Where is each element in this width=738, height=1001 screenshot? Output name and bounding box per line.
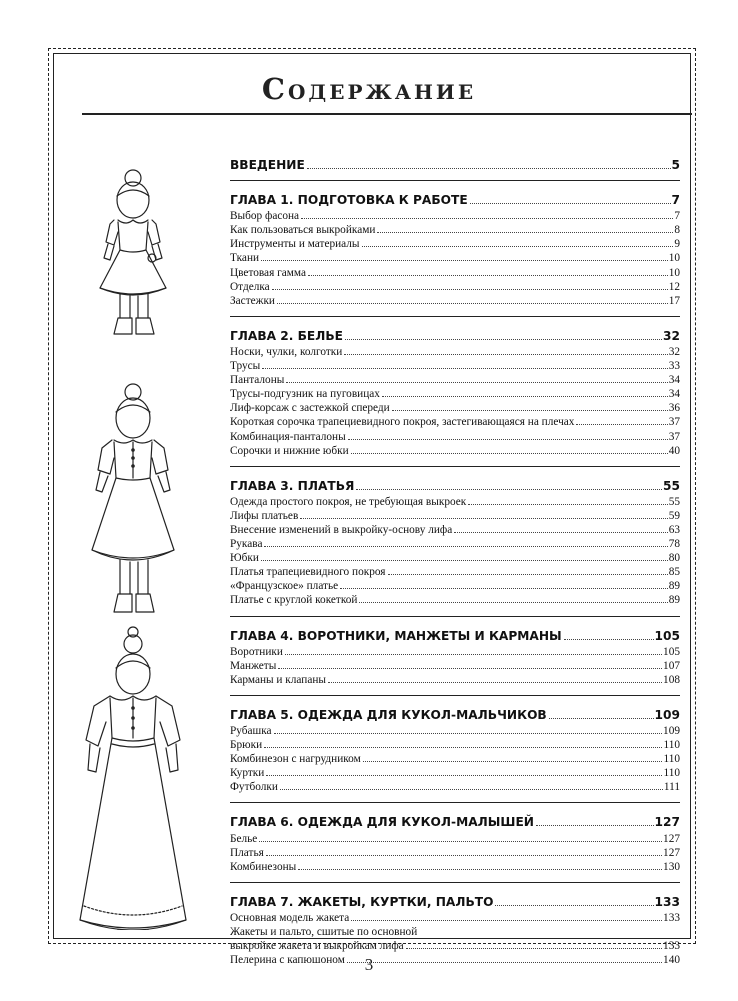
toc-entry-page: 89 [668,594,680,607]
toc-entry-page: 17 [668,294,680,307]
toc-chapter-heading [230,479,680,493]
toc-entry-title: Короткая сорочка трапециевидного покроя, застегивающаяся на плечах [230,416,575,429]
dot-leader [298,869,662,870]
toc-entry-page: 110 [663,739,680,752]
dot-leader [264,747,662,748]
toc-entry-title: Платья трапециевидного покроя [230,566,386,579]
toc-entry-title: Карманы и клапаны [230,673,326,686]
toc-chapter-heading-page: 133 [654,894,680,909]
toc-entry-title: Сорочки и нижние юбки [230,444,349,457]
toc-chapter-heading [230,193,680,207]
toc-entry-title: Одежда простого покроя, не требующая выкроек [230,495,467,508]
toc-entry [230,373,680,387]
toc-entry [230,537,680,551]
toc-entry-title: Пелерина с капюшоном [230,954,345,967]
toc-entry-title: Цветовая гамма [230,266,306,279]
toc-entry [230,401,680,415]
toc-entry-title: Как пользоваться выкройками [230,224,376,237]
toc-entry-title: Отделка [230,280,270,293]
chapter-divider [230,616,680,617]
toc-entry-title: Комбинезон с нагрудником [230,753,361,766]
toc-entry-title: Лифы платьев [230,509,299,522]
dot-leader [356,489,662,490]
dot-leader [406,948,662,949]
toc-entry-page: 36 [668,402,680,415]
toc-entry-title: Застежки [230,294,275,307]
toc-entry-title: «Французское» платье [230,580,339,593]
toc-entry-page: 63 [668,523,680,536]
toc-chapter-heading [230,329,680,343]
toc-entry [230,280,680,294]
toc-entry-page: 9 [674,238,680,251]
doll-illustrations [70,150,210,930]
toc-entry-page: 33 [668,360,680,373]
toc-entry-page: 108 [663,673,680,686]
chapter-divider [230,802,680,803]
toc-entry-title: Юбки [230,552,259,565]
dot-leader [495,905,653,906]
toc-entry-page: 107 [663,659,680,672]
toc-entry [230,724,680,738]
dot-leader [536,825,654,826]
dot-leader [308,275,668,276]
toc-entry-page: 8 [674,224,680,237]
dot-leader [348,439,668,440]
toc-entry-title: Брюки [230,739,263,752]
toc-entry-page: 130 [663,860,680,873]
toc-entry-page: 10 [668,266,680,279]
dot-leader [301,218,673,219]
toc-entry-title: Трусы-подгузник на пуговицах [230,388,380,401]
dot-leader [363,761,663,762]
dot-leader [454,532,667,533]
toc-entry [230,780,680,794]
toc-entry-page: 34 [668,388,680,401]
toc-chapter-heading [230,708,680,722]
toc-chapter-heading [230,815,680,829]
dot-leader [274,733,662,734]
toc-entry [230,860,680,874]
toc-entry [230,911,680,925]
dot-leader [345,339,662,340]
toc-entry-title: Куртки [230,767,265,780]
toc-entry-title: Жакеты и пальто, сшитые по основной [230,926,418,939]
toc-entry-page: 80 [668,552,680,565]
toc-entry [230,752,680,766]
dot-leader [272,289,668,290]
toc-entry [230,659,680,673]
dot-leader [377,232,673,233]
toc-chapter-heading [230,895,680,909]
dot-leader [259,841,662,842]
toc-entry [230,209,680,223]
toc-entry [230,579,680,593]
dot-leader [278,668,662,669]
toc-entry-page: 7 [674,210,680,223]
dot-leader [261,260,668,261]
toc-entry-title: Рубашка [230,725,272,737]
toc-chapter-heading-title: ГЛАВА 1. ПОДГОТОВКА К РАБОТЕ [230,193,468,208]
toc-entry [230,939,680,953]
chapter-divider [230,882,680,883]
toc-entry-title: Платья [230,846,264,859]
toc-entry-page: 34 [668,374,680,387]
dot-leader [549,718,654,719]
toc-entry [230,673,680,687]
toc-chapter-heading-page: 32 [663,328,680,343]
doll-short-dress-image [100,170,166,334]
dot-leader [382,396,668,397]
toc-entry [230,509,680,523]
toc-entry-page: 111 [663,781,680,794]
toc-entry [230,237,680,251]
toc-entry-page: 85 [668,566,680,579]
toc-chapter-heading-page: 105 [654,628,680,643]
toc-entry-title: Инструменты и материалы [230,238,360,251]
toc-entry-title: Лиф-корсаж с застежкой спереди [230,402,390,415]
toc-entry-title: Манжеты [230,659,277,672]
toc-entry-title: Ткани [230,252,260,265]
toc-entry [230,359,680,373]
toc-entry [230,551,680,565]
chapter-divider [230,316,680,317]
dot-leader [264,546,667,547]
dot-leader [328,682,662,683]
toc-entry-title: Внесение изменений в выкройку-основу лифа [230,523,453,536]
toc-entry-title: Воротники [230,645,283,658]
toc-entry [230,645,680,659]
dot-leader [470,203,671,204]
title-rule [82,113,692,115]
toc-entry-page: 59 [668,509,680,522]
toc-chapter-heading-page: 127 [654,815,680,830]
toc-entry [230,832,680,846]
toc-entry-title: Носки, чулки, колготки [230,345,343,358]
page-number: 3 [364,955,374,974]
dot-leader [266,775,662,776]
dot-leader [307,168,671,169]
toc-chapter-heading-page: 109 [654,707,680,722]
table-of-contents [230,158,680,967]
toc-entry-page: 89 [668,580,680,593]
toc-entry [230,387,680,401]
toc-entry [230,223,680,237]
dot-leader [277,303,668,304]
toc-chapter-heading-page: 5 [671,158,680,172]
toc-chapter-heading-title: ГЛАВА 2. БЕЛЬЕ [230,328,343,343]
toc-entry-page: 127 [663,832,680,845]
toc-entry-page: 37 [668,416,680,429]
dot-leader [344,354,667,355]
page-title: Содержание [261,72,477,106]
toc-entry-title: Белье [230,832,258,845]
dot-leader [576,424,667,425]
chapter-divider [230,466,680,467]
toc-entry-page: 140 [663,954,680,967]
toc-chapter-heading [230,629,680,643]
toc-entry-page: 109 [663,725,680,737]
toc-entry [230,266,680,280]
toc-entry [230,593,680,607]
toc-entry-page: 78 [668,538,680,551]
toc-entry [230,430,680,444]
toc-entry-page: 127 [663,846,680,859]
toc-entry-title: Платье с круглой кокеткой [230,594,358,607]
dot-leader [286,382,667,383]
toc-chapter-heading [230,158,680,172]
toc-chapter-heading-title: ВВЕДЕНИЕ [230,158,305,172]
toc-entry-page: 133 [663,911,680,924]
toc-entry [230,345,680,359]
toc-entry-page: 12 [668,280,680,293]
toc-chapter-heading-title: ГЛАВА 3. ПЛАТЬЯ [230,478,355,493]
toc-entry [230,738,680,752]
toc-chapter-heading-title: ГЛАВА 5. ОДЕЖДА ДЛЯ КУКОЛ-МАЛЬЧИКОВ [230,707,547,722]
toc-entry-page: 40 [668,444,680,457]
toc-entry [230,415,680,429]
toc-entry [230,251,680,265]
dot-leader [280,789,663,790]
toc-entry [230,565,680,579]
toc-entry-title: Трусы [230,360,261,373]
toc-chapter-heading-title: ГЛАВА 4. ВОРОТНИКИ, МАНЖЕТЫ И КАРМАНЫ [230,628,562,643]
toc-entry [230,925,680,939]
toc-entry-title: Комбинация-панталоны [230,430,346,443]
toc-entry [230,444,680,458]
toc-entry-page: 37 [668,430,680,443]
toc-entry-page: 133 [663,940,680,953]
chapter-divider [230,695,680,696]
toc-entry [230,766,680,780]
toc-entry-title: Рукава [230,538,263,551]
doll-medium-dress-image [92,384,174,612]
dot-leader [468,504,667,505]
toc-entry-page: 32 [668,345,680,358]
toc-entry-title: Футболки [230,781,278,794]
dot-leader [340,588,668,589]
dot-leader [392,410,668,411]
toc-chapter-heading-title: ГЛАВА 7. ЖАКЕТЫ, КУРТКИ, ПАЛЬТО [230,894,494,909]
dot-leader [564,639,654,640]
dot-leader [261,560,668,561]
toc-entry-title: выкройке жакета и выкройкам лифа [230,940,404,953]
toc-entry-title: Комбинезоны [230,860,297,873]
toc-entry [230,523,680,537]
toc-entry-title: Панталоны [230,374,285,387]
dot-leader [359,602,667,603]
toc-entry [230,294,680,308]
dot-leader [300,518,667,519]
doll-long-dress-image [80,627,186,930]
toc-chapter-heading-page: 7 [671,193,680,208]
toc-entry [230,495,680,509]
dot-leader [351,920,662,921]
toc-chapter-heading-page: 55 [663,478,680,493]
dot-leader [262,368,667,369]
toc-entry-page: 110 [663,767,680,780]
dot-leader [285,654,662,655]
dot-leader [362,246,674,247]
toc-entry-page: 55 [668,495,680,508]
dot-leader [388,574,668,575]
toc-entry [230,846,680,860]
toc-chapter-heading-title: ГЛАВА 6. ОДЕЖДА ДЛЯ КУКОЛ-МАЛЫШЕЙ [230,815,534,830]
chapter-divider [230,180,680,181]
toc-entry-page: 105 [663,645,680,658]
toc-entry-page: 110 [663,753,680,766]
dot-leader [351,453,668,454]
toc-entry-title: Выбор фасона [230,210,300,223]
toc-entry-title: Основная модель жакета [230,911,350,924]
toc-entry-page: 10 [668,252,680,265]
dot-leader [266,855,662,856]
